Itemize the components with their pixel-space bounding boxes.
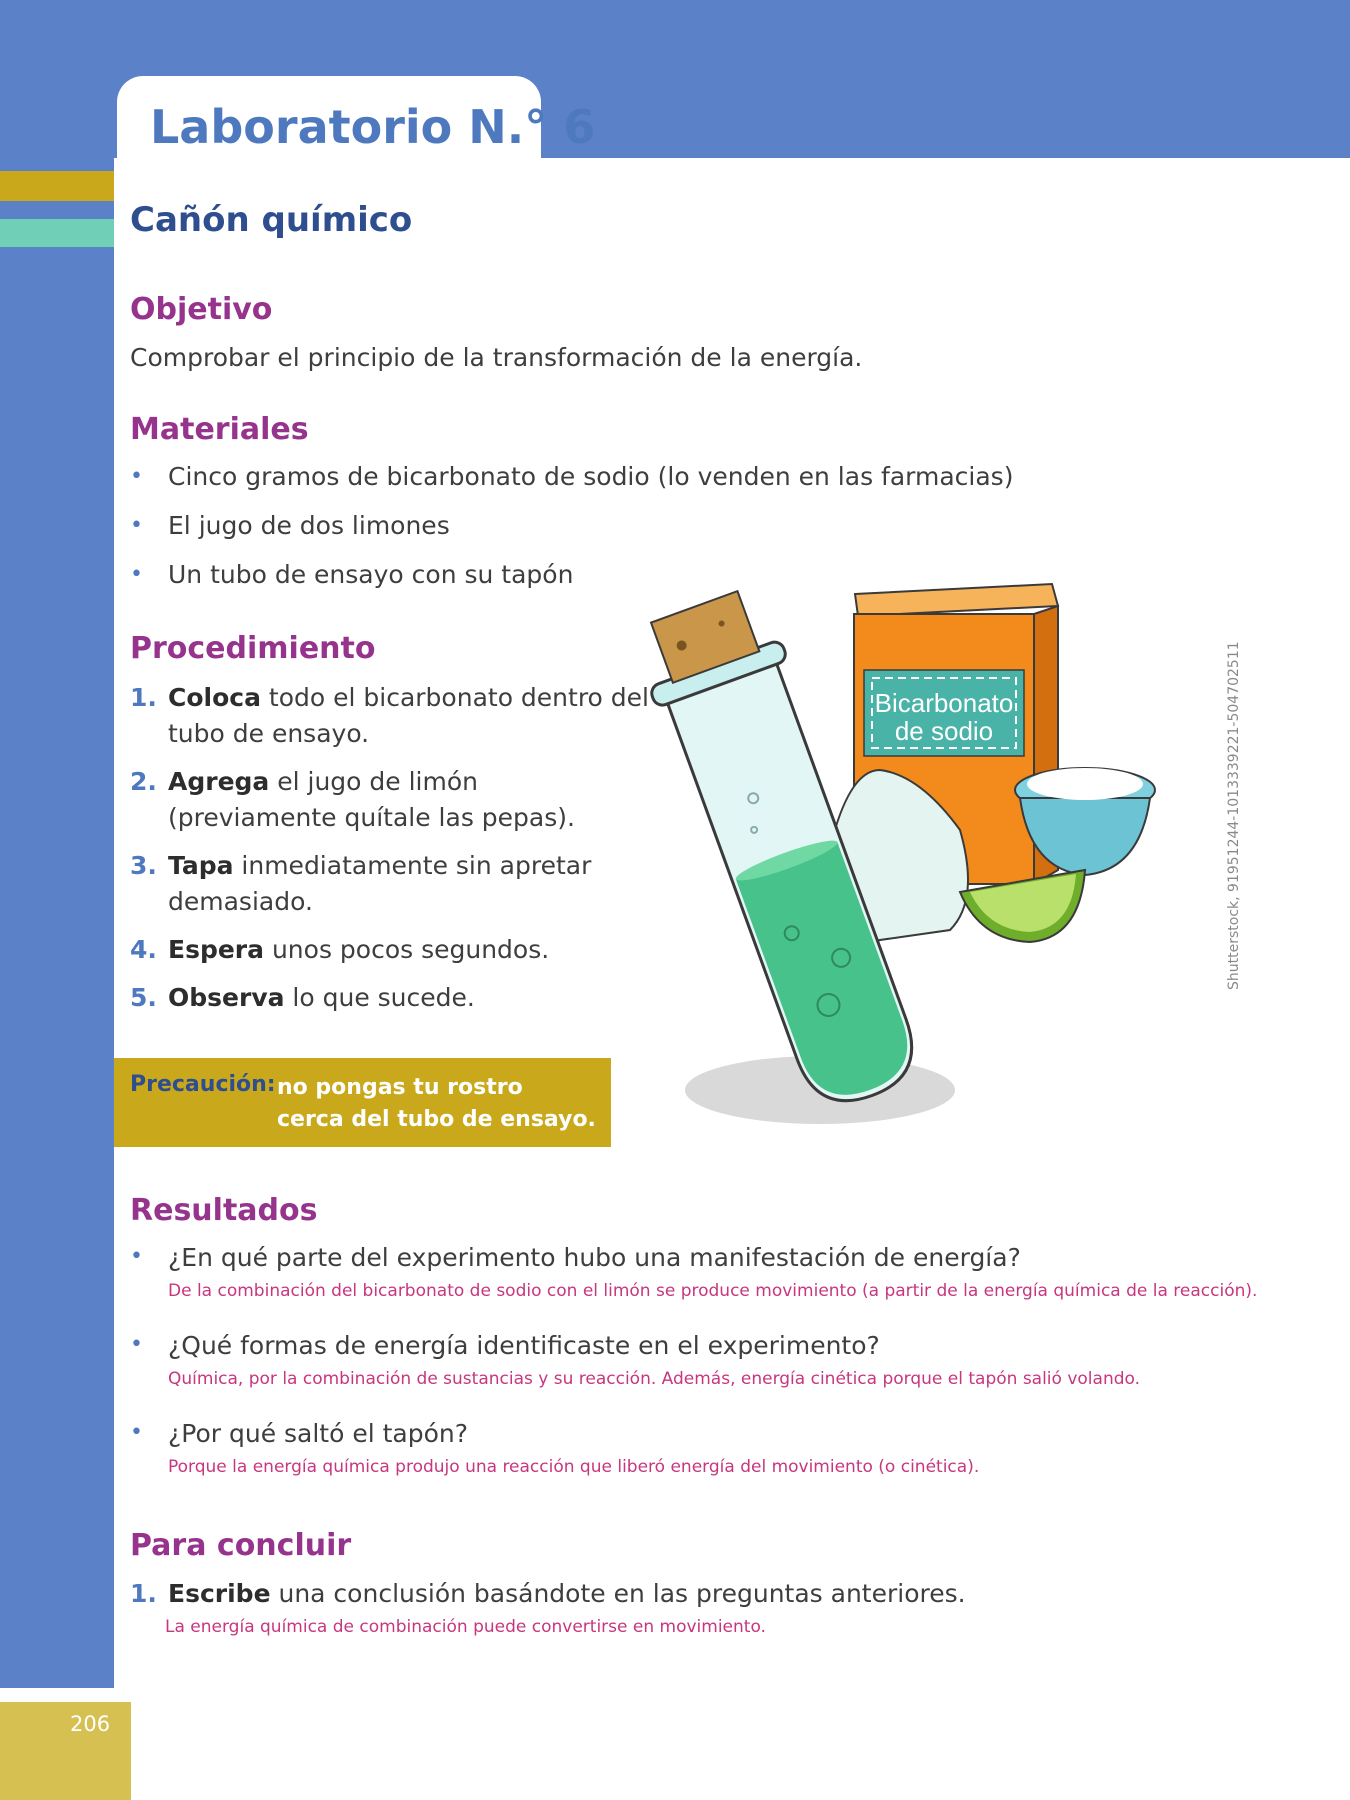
step-verb: Agrega (168, 767, 270, 796)
conclusion-answer: La energía química de combinación puede convertirse en movimiento. (165, 1617, 766, 1637)
result-answer: De la combinación del bicarbonato de sodio con el limón se produce movimiento (a partir de la energía química de la reacción). (168, 1281, 1258, 1301)
procedure-step (130, 848, 650, 920)
results-heading: Resultados (130, 1193, 318, 1228)
box-label-line2: de sodio (894, 716, 994, 746)
result-item (130, 1240, 1258, 1302)
title-tab (117, 76, 596, 166)
step-number: 1. (130, 1579, 157, 1608)
result-item (130, 1328, 1230, 1390)
step-text: unos pocos segundos. (264, 935, 550, 964)
list-item: • Cinco gramos de bicarbonato de sodio (lo venden en las farmacias) (130, 462, 1013, 511)
experiment-illustration (640, 570, 1220, 1150)
procedure-step (130, 764, 650, 836)
procedure-step (130, 980, 650, 1016)
results-list (130, 1240, 1258, 1504)
result-answer: Porque la energía química produjo una reacción que liberó energía del movimiento (o cinética). (168, 1457, 980, 1477)
materials-heading: Materiales (130, 412, 309, 447)
procedure-heading: Procedimiento (130, 631, 376, 666)
conclusion-step (130, 1576, 1230, 1612)
objective-text: Comprobar el principio de la transformación de la energía. (130, 343, 863, 372)
box-label-line1: Bicarbonato (874, 688, 1014, 718)
step-text: una conclusión basándote en las preguntas anteriores. (270, 1579, 966, 1608)
list-item: • El jugo de dos limones (130, 511, 1013, 560)
step-text: el jugo de limón (previamente quítale las pepas). (168, 767, 575, 832)
caution-label: Precaución: (130, 1072, 276, 1097)
step-number: 4. (130, 935, 157, 964)
list-item: • Un tubo de ensayo con su tapón (130, 560, 1013, 609)
caution-text: no pongas tu rostro cerca del tubo de ensayo. (277, 1075, 596, 1132)
step-verb: Coloca (168, 683, 261, 712)
page-number-block (0, 1702, 131, 1800)
result-question: • ¿Qué formas de energía identificaste en el experimento? (168, 1331, 880, 1360)
step-number: 2. (130, 767, 157, 796)
result-item (130, 1416, 1230, 1478)
conclusion-block (130, 1576, 1230, 1638)
procedure-step (130, 932, 650, 968)
step-text: inmediatamente sin apretar demasiado. (168, 851, 592, 916)
step-number: 5. (130, 983, 157, 1012)
teal-stripe (0, 219, 114, 247)
page-number: 206 (70, 1712, 111, 1736)
result-question: • ¿En qué parte del experimento hubo una manifestación de energía? (168, 1243, 1021, 1272)
step-text: todo el bicarbonato dentro del tubo de ensayo. (168, 683, 649, 748)
step-number: 1. (130, 683, 157, 712)
result-question: • ¿Por qué saltó el tapón? (168, 1419, 469, 1448)
lab-title: Cañón químico (130, 200, 413, 240)
caution-box (114, 1058, 611, 1147)
objective-heading: Objetivo (130, 292, 273, 327)
step-text: lo que sucede. (284, 983, 475, 1012)
conclusion-heading: Para concluir (130, 1528, 352, 1563)
procedure-steps (130, 680, 650, 1028)
step-number: 3. (130, 851, 157, 880)
step-verb: Tapa (168, 851, 234, 880)
gold-stripe (0, 171, 114, 201)
step-verb: Espera (168, 935, 265, 964)
step-verb: Escribe (168, 1579, 271, 1608)
page-title: Laboratorio N.° 6 (150, 100, 596, 154)
left-margin-band (0, 158, 114, 1688)
image-credit: Shutterstock, 91951244-1013339221-504702511 (1226, 641, 1242, 990)
result-answer: Química, por la combinación de sustancias y su reacción. Además, energía cinética porque el tapón salió volando. (168, 1369, 1141, 1389)
step-verb: Observa (168, 983, 285, 1012)
procedure-step (130, 680, 650, 752)
